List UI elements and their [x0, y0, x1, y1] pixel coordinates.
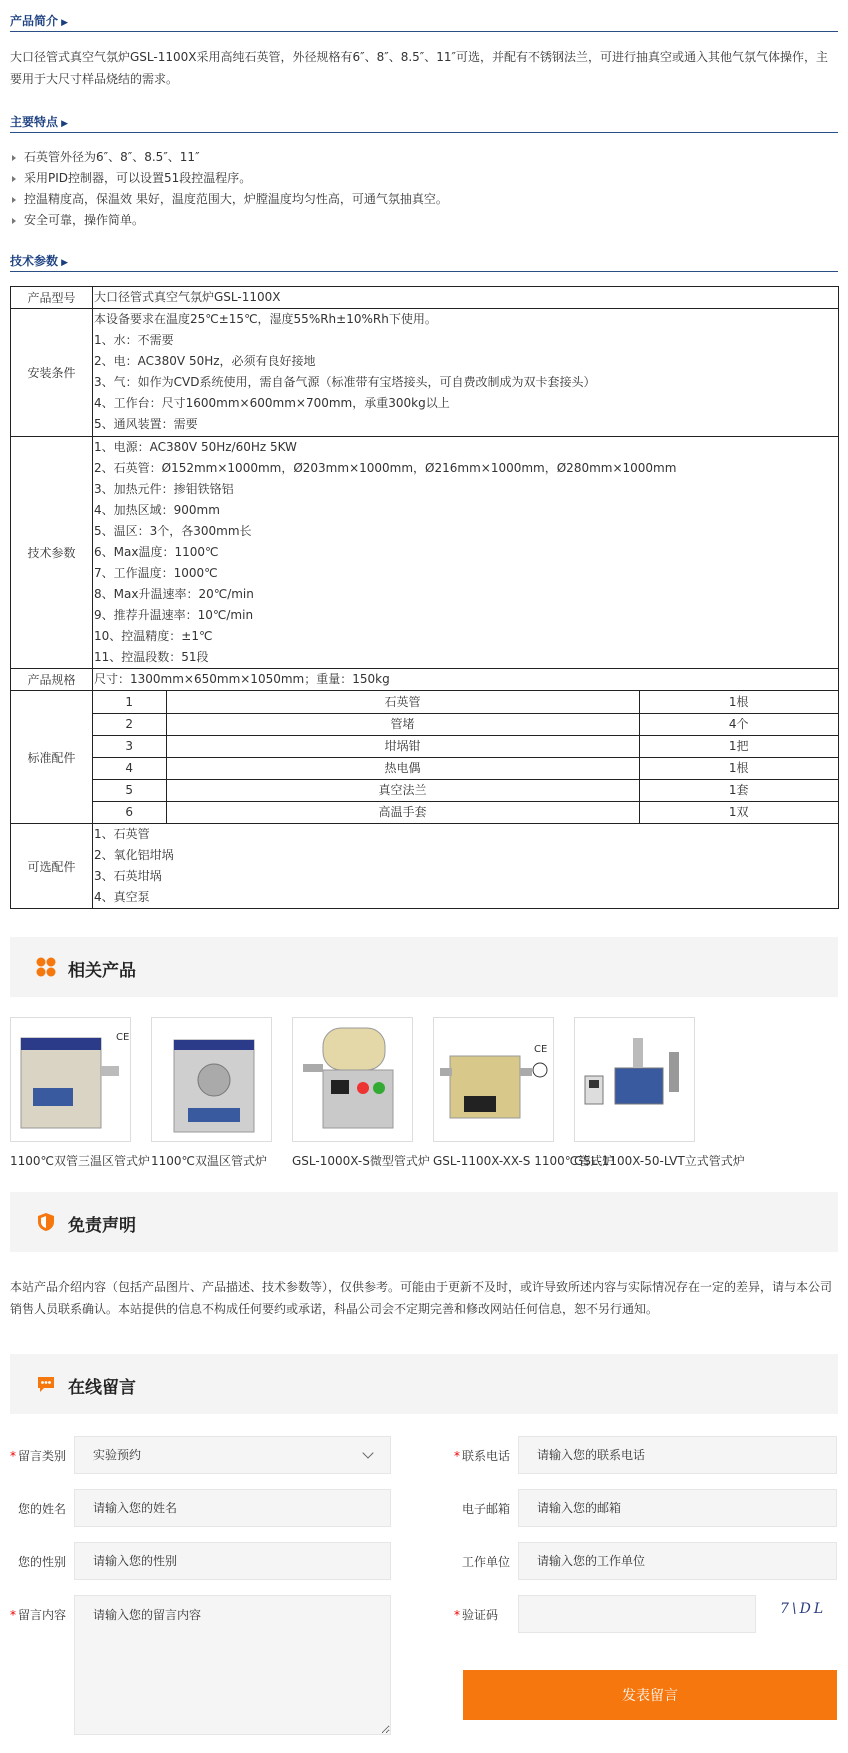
product-image[interactable]	[151, 1017, 272, 1142]
intro-section-header	[10, 6, 838, 32]
message-header	[10, 1354, 838, 1414]
product-caption[interactable]: 1100℃双管三温区管式炉	[10, 1154, 151, 1168]
tech-line: 8、Max升温速率：20℃/min	[94, 587, 254, 601]
furnace-image-icon	[152, 1018, 273, 1143]
svg-text:CE: CE	[116, 1032, 130, 1043]
message-textarea[interactable]	[74, 1595, 391, 1735]
acc-qty: 1把	[639, 735, 838, 757]
optional-line: 1、石英管	[94, 827, 150, 841]
features-section-header	[10, 107, 838, 133]
disclaimer-header	[10, 1192, 838, 1252]
feature-item: 控温精度高，保温效 果好，温度范围大，炉膛温度均匀性高，可通气氛抽真空。	[10, 189, 838, 210]
install-line: 4、工作台：尺寸1600mm×600mm×700mm，承重300kg以上	[94, 396, 450, 410]
acc-qty: 1根	[639, 757, 838, 779]
name-label: 您的姓名	[17, 1502, 66, 1516]
specs-title: 技术参数 ▶	[10, 252, 68, 269]
install-label: 安装条件	[11, 309, 93, 437]
tech-line: 7、工作温度：1000℃	[94, 566, 218, 580]
related-header	[10, 937, 838, 997]
acc-qty: 1双	[639, 801, 838, 823]
furnace-image-icon	[434, 1018, 555, 1143]
acc-name: 石英管	[166, 691, 639, 713]
size-value: 尺寸：1300mm×650mm×1050mm；重量：150kg	[93, 669, 839, 691]
shield-icon	[36, 1212, 56, 1232]
table-row	[93, 801, 838, 823]
feature-item: 安全可靠，操作简单。	[10, 210, 838, 231]
accessory-label: 标准配件	[11, 691, 93, 824]
submit-button[interactable]: 发表留言	[463, 1670, 837, 1720]
required-mark: *	[10, 1608, 16, 1622]
furnace-image-icon	[293, 1018, 414, 1143]
furnace-image-icon	[11, 1018, 132, 1143]
feature-item: 石英管外径为6″、8″、8.5″、11″	[10, 147, 838, 168]
message-label	[10, 1606, 66, 1623]
related-product-card[interactable]	[151, 1017, 272, 1169]
accessory-table	[93, 691, 838, 823]
table-row	[93, 757, 838, 779]
tech-line: 2、石英管：Ø152mm×1000mm，Ø203mm×1000mm，Ø216mm×1000mm，Ø280mm×1000mm	[94, 461, 677, 475]
specs-section-header	[10, 246, 838, 272]
grid-icon	[36, 957, 56, 977]
product-caption[interactable]: GSL-1000X-S微型管式炉	[292, 1154, 430, 1168]
tech-line: 1、电源：AC380V 50Hz/60Hz 5KW	[94, 440, 297, 454]
category-label	[10, 1447, 66, 1464]
tech-line: 3、加热元件：掺钼铁铬铝	[94, 482, 234, 496]
model-value: 大口径管式真空气氛炉GSL-1100X	[93, 287, 839, 309]
furnace-image-icon	[575, 1018, 696, 1143]
size-label: 产品规格	[11, 669, 93, 691]
disclaimer-title: 免责声明	[68, 1216, 136, 1236]
tech-value	[93, 437, 839, 669]
tech-line: 10、控温精度：±1℃	[94, 629, 213, 643]
email-label: 电子邮箱	[461, 1502, 510, 1516]
install-value	[93, 309, 839, 437]
svg-text:CE: CE	[534, 1044, 548, 1055]
disclaimer-text: 本站产品介绍内容（包括产品图片、产品描述、技术参数等），仅供参考。可能由于更新不及时，或许导致所述内容与实际情况存在一定的差异，请与本公司销售人员联系确认。本站提供的信息不构成任何要约或承诺，科晶公司会不定期完善和修改网站任何信息，恕不另行通知。	[10, 1280, 833, 1316]
install-line: 本设备要求在温度25℃±15℃，湿度55%Rh±10%Rh下使用。	[94, 312, 437, 326]
feature-item: 采用PID控制器，可以设置51段控温程序。	[10, 168, 838, 189]
captcha-image[interactable]: 7\DL	[780, 1601, 827, 1617]
features-list	[10, 147, 838, 231]
related-product-card[interactable]	[433, 1017, 615, 1169]
product-image[interactable]	[433, 1017, 554, 1142]
tech-label: 技术参数	[11, 437, 93, 669]
optional-line: 4、真空泵	[94, 890, 150, 904]
acc-no: 6	[93, 801, 166, 823]
related-title: 相关产品	[68, 961, 136, 981]
chat-icon	[36, 1374, 56, 1394]
accessory-cell	[93, 691, 839, 824]
category-select[interactable]	[74, 1436, 391, 1474]
email-input[interactable]	[518, 1489, 837, 1527]
required-mark: *	[453, 1449, 460, 1463]
model-label: 产品型号	[11, 287, 93, 309]
table-row	[93, 713, 838, 735]
message-label-text: 留言内容	[18, 1608, 67, 1622]
install-line: 3、气：如作为CVD系统使用，需自备气源（标准带有宝塔接头，可自费改制成为双卡套接头）	[94, 375, 596, 389]
company-input[interactable]	[518, 1542, 837, 1580]
related-product-card[interactable]	[10, 1017, 151, 1169]
optional-line: 2、氧化铝坩埚	[94, 848, 174, 862]
product-image[interactable]	[574, 1017, 695, 1142]
captcha-label	[450, 1606, 498, 1623]
product-image[interactable]	[10, 1017, 131, 1142]
acc-no: 4	[93, 757, 166, 779]
product-caption[interactable]: GSL-1100X-XX-S 1100℃管式炉	[433, 1154, 615, 1168]
table-row	[93, 735, 838, 757]
intro-text: 大口径管式真空气氛炉GSL-1100X采用高纯石英管，外径规格有6″、8″、8.5″、11″可选，并配有不锈钢法兰，可进行抽真空或通入其他气氛气体操作，主要用于大尺寸样品烧结的需求。	[10, 50, 829, 86]
table-row	[93, 779, 838, 801]
spec-table	[10, 286, 839, 909]
phone-input[interactable]	[518, 1436, 837, 1474]
optional-label: 可选配件	[11, 824, 93, 909]
install-line: 5、通风装置：需要	[94, 417, 198, 431]
acc-no: 1	[93, 691, 166, 713]
acc-name: 坩埚钳	[166, 735, 639, 757]
acc-name: 真空法兰	[166, 779, 639, 801]
acc-qty: 1套	[639, 779, 838, 801]
category-label-text: 留言类别	[18, 1449, 67, 1463]
category-value: 实验预约	[93, 1448, 142, 1462]
gender-input[interactable]	[74, 1542, 391, 1580]
acc-qty: 1根	[639, 691, 838, 713]
message-title: 在线留言	[68, 1378, 136, 1398]
product-caption[interactable]: GSL-1100X-50-LVT立式管式炉	[574, 1154, 745, 1168]
optional-value	[93, 824, 839, 909]
tech-line: 4、加热区域：900mm	[94, 503, 220, 517]
tech-line: 9、推荐升温速率：10℃/min	[94, 608, 254, 622]
acc-name: 高温手套	[166, 801, 639, 823]
required-mark: *	[10, 1449, 16, 1463]
optional-line: 3、石英坩埚	[94, 869, 162, 883]
tech-line: 6、Max温度：1100℃	[94, 545, 219, 559]
install-line: 1、水：不需要	[94, 333, 174, 347]
acc-name: 管堵	[166, 713, 639, 735]
name-input[interactable]	[74, 1489, 391, 1527]
captcha-input[interactable]	[518, 1595, 756, 1633]
gender-label: 您的性别	[17, 1555, 66, 1569]
acc-no: 5	[93, 779, 166, 801]
chevron-down-icon	[362, 1447, 373, 1458]
required-mark: *	[453, 1608, 460, 1622]
acc-no: 3	[93, 735, 166, 757]
phone-label	[450, 1447, 510, 1464]
acc-qty: 4个	[639, 713, 838, 735]
captcha-label-text: 验证码	[461, 1608, 498, 1622]
acc-no: 2	[93, 713, 166, 735]
product-caption[interactable]: 1100℃双温区管式炉	[151, 1154, 268, 1168]
install-line: 2、电：AC380V 50Hz，必须有良好接地	[94, 354, 316, 368]
related-product-card[interactable]	[574, 1017, 745, 1169]
product-image[interactable]	[292, 1017, 413, 1142]
tech-line: 5、温区：3个，各300mm长	[94, 524, 252, 538]
intro-title: 产品简介 ▶	[10, 12, 68, 29]
tech-line: 11、控温段数：51段	[94, 650, 209, 664]
table-row	[93, 691, 838, 713]
related-product-card[interactable]	[292, 1017, 430, 1169]
features-title: 主要特点 ▶	[10, 113, 68, 130]
acc-name: 热电偶	[166, 757, 639, 779]
company-label: 工作单位	[461, 1555, 510, 1569]
phone-label-text: 联系电话	[461, 1449, 510, 1463]
